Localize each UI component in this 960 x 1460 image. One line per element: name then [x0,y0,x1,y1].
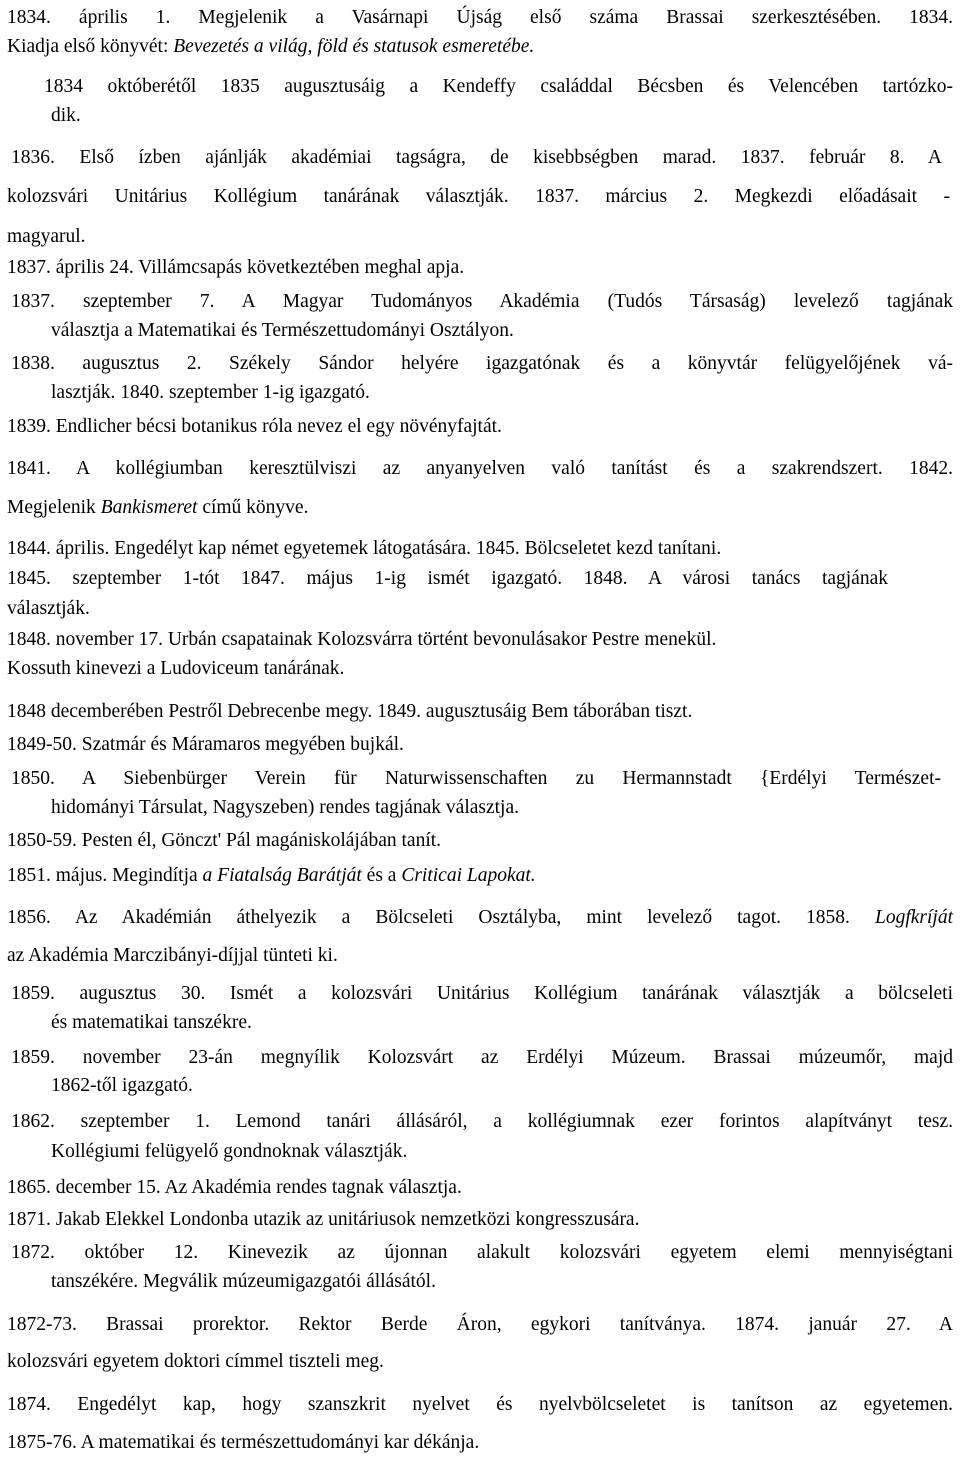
periodical-title: Criticai Lapokat. [401,865,536,886]
text-line: 1872. október 12. Kinevezik az újonnan alakult kolozsvári egyetem elemi mennyiségtani [11,1242,953,1263]
text-line: Kossuth kinevezi a Ludoviceum tanárának. [7,658,345,679]
text-line: 1838. augusztus 2. Székely Sándor helyére igazgatónak és a könyvtár felügyelőjének vá- [11,353,953,374]
text-line: 1849-50. Szatmár és Máramaros megyében bujkál. [7,734,404,755]
text-line: 1850. A Siebenbürger Verein für Naturwissenschaften zu Hermannstadt {Erdélyi Természet- [11,768,941,789]
text-line: Kiadja első könyvét: Bevezetés a világ, föld és statusok esmeretébe. [7,36,535,57]
text-line: 1865. december 15. Az Akadémia rendes tagnak választja. [7,1177,462,1198]
text-line: 1836. Első ízben ajánlják akadémiai tagságra, de kisebbségben marad. 1837. február 8. A [11,147,942,168]
text-line: 1862. szeptember 1. Lemond tanári állásáról, a kollégiumnak ezer forintos alapítványt tesz. [11,1111,953,1132]
text-line: az Akadémia Marczibányi-díjjal tünteti ki. [7,945,338,966]
book-title: Bankismeret [100,497,198,518]
text-line: Megjelenik Bankismeret című könyve. [7,497,309,518]
text-line: 1844. április. Engedélyt kap német egyetemek látogatására. 1845. Bölcseletet kezd tanítani. [7,538,722,559]
text-line: 1850-59. Pesten él, Gönczt' Pál magániskolájában tanít. [7,830,442,851]
text-line: 1851. május. Megindítja a Fiatalság Barátját és a Criticai Lapokat. [7,865,536,886]
text-line: 1859. november 23-án megnyílik Kolozsvárt az Erdélyi Múzeum. Brassai múzeumőr, majd [11,1047,953,1068]
book-title: Bevezetés a világ, föld és statusok esmeretébe. [173,36,535,57]
text-line: 1834. április 1. Megjelenik a Vasárnapi Újság első száma Brassai szerkesztésében. 1834. [7,7,953,28]
text-line: 1875-76. A matematikai és természettudományi kar dékánja. [7,1432,480,1453]
text-line: 1848. november 17. Urbán csapatainak Kolozsvárra történt bevonulásakor Pestre menekül. [7,629,717,650]
text-line: Kollégiumi felügyelő gondnoknak választják. [51,1141,408,1162]
text-line: 1839. Endlicher bécsi botanikus róla nevez el egy növényfajtát. [7,416,502,437]
text-line: 1837. szeptember 7. A Magyar Tudományos Akadémia (Tudós Társaság) levelező tagjának [11,291,953,312]
text-line: 1871. Jakab Elekkel Londonba utazik az unitáriusok nemzetközi kongresszusára. [7,1209,640,1230]
text-line: 1837. április 24. Villámcsapás következtében meghal apja. [7,257,465,278]
periodical-title: a Fiatalság Barátját [202,865,362,886]
text-line: 1874. Engedélyt kap, hogy szanszkrit nyelvet és nyelvbölcseletet is tanítson az egyetemen. [7,1394,953,1415]
text-line: 1841. A kollégiumban keresztülviszi az anyanyelven való tanítást és a szakrendszert. 1842. [7,458,953,479]
text-line: kolozsvári egyetem doktori címmel tiszteli meg. [7,1351,384,1372]
text-line: 1834 októberétől 1835 augusztusáig a Kendeffy családdal Bécsben és Velencében tartózko- [44,76,953,97]
text-line: és matematikai tanszékre. [51,1012,252,1033]
text-line: 1872-73. Brassai prorektor. Rektor Berde Áron, egykori tanítványa. 1874. január 27. A [7,1314,953,1335]
text-line: 1856. Az Akadémián áthelyezik a Bölcseleti Osztályba, mint levelező tagot. 1858. Logfkríját [7,907,953,928]
work-title: Logfkríját [874,907,953,928]
text-line: 1859. augusztus 30. Ismét a kolozsvári Unitárius Kollégium tanárának választják a bölcseleti [11,983,953,1004]
text-line: választják. [7,598,90,619]
text-line: magyarul. [7,226,86,247]
text-line: 1862-től igazgató. [51,1075,193,1096]
text-line: kolozsvári Unitárius Kollégium tanárának választják. 1837. március 2. Megkezdi előadásait - [7,186,950,207]
text-line: lasztják. 1840. szeptember 1-ig igazgató. [51,382,370,403]
text-line: dik. [51,105,81,126]
text-line: 1848 decemberében Pestről Debrecenbe megy. 1849. augusztusáig Bem táborában tiszt. [7,701,693,722]
text-line: tanszékére. Megválik múzeumigazgatói állásától. [51,1271,436,1292]
text-line: választja a Matematikai és Természettudományi Osztályon. [51,320,514,341]
text-line: 1845. szeptember 1-tót 1847. május 1-ig ismét igazgató. 1848. A városi tanács tagjának [7,568,888,589]
text-line: hidományi Társulat, Nagyszeben) rendes tagjának választja. [51,797,520,818]
